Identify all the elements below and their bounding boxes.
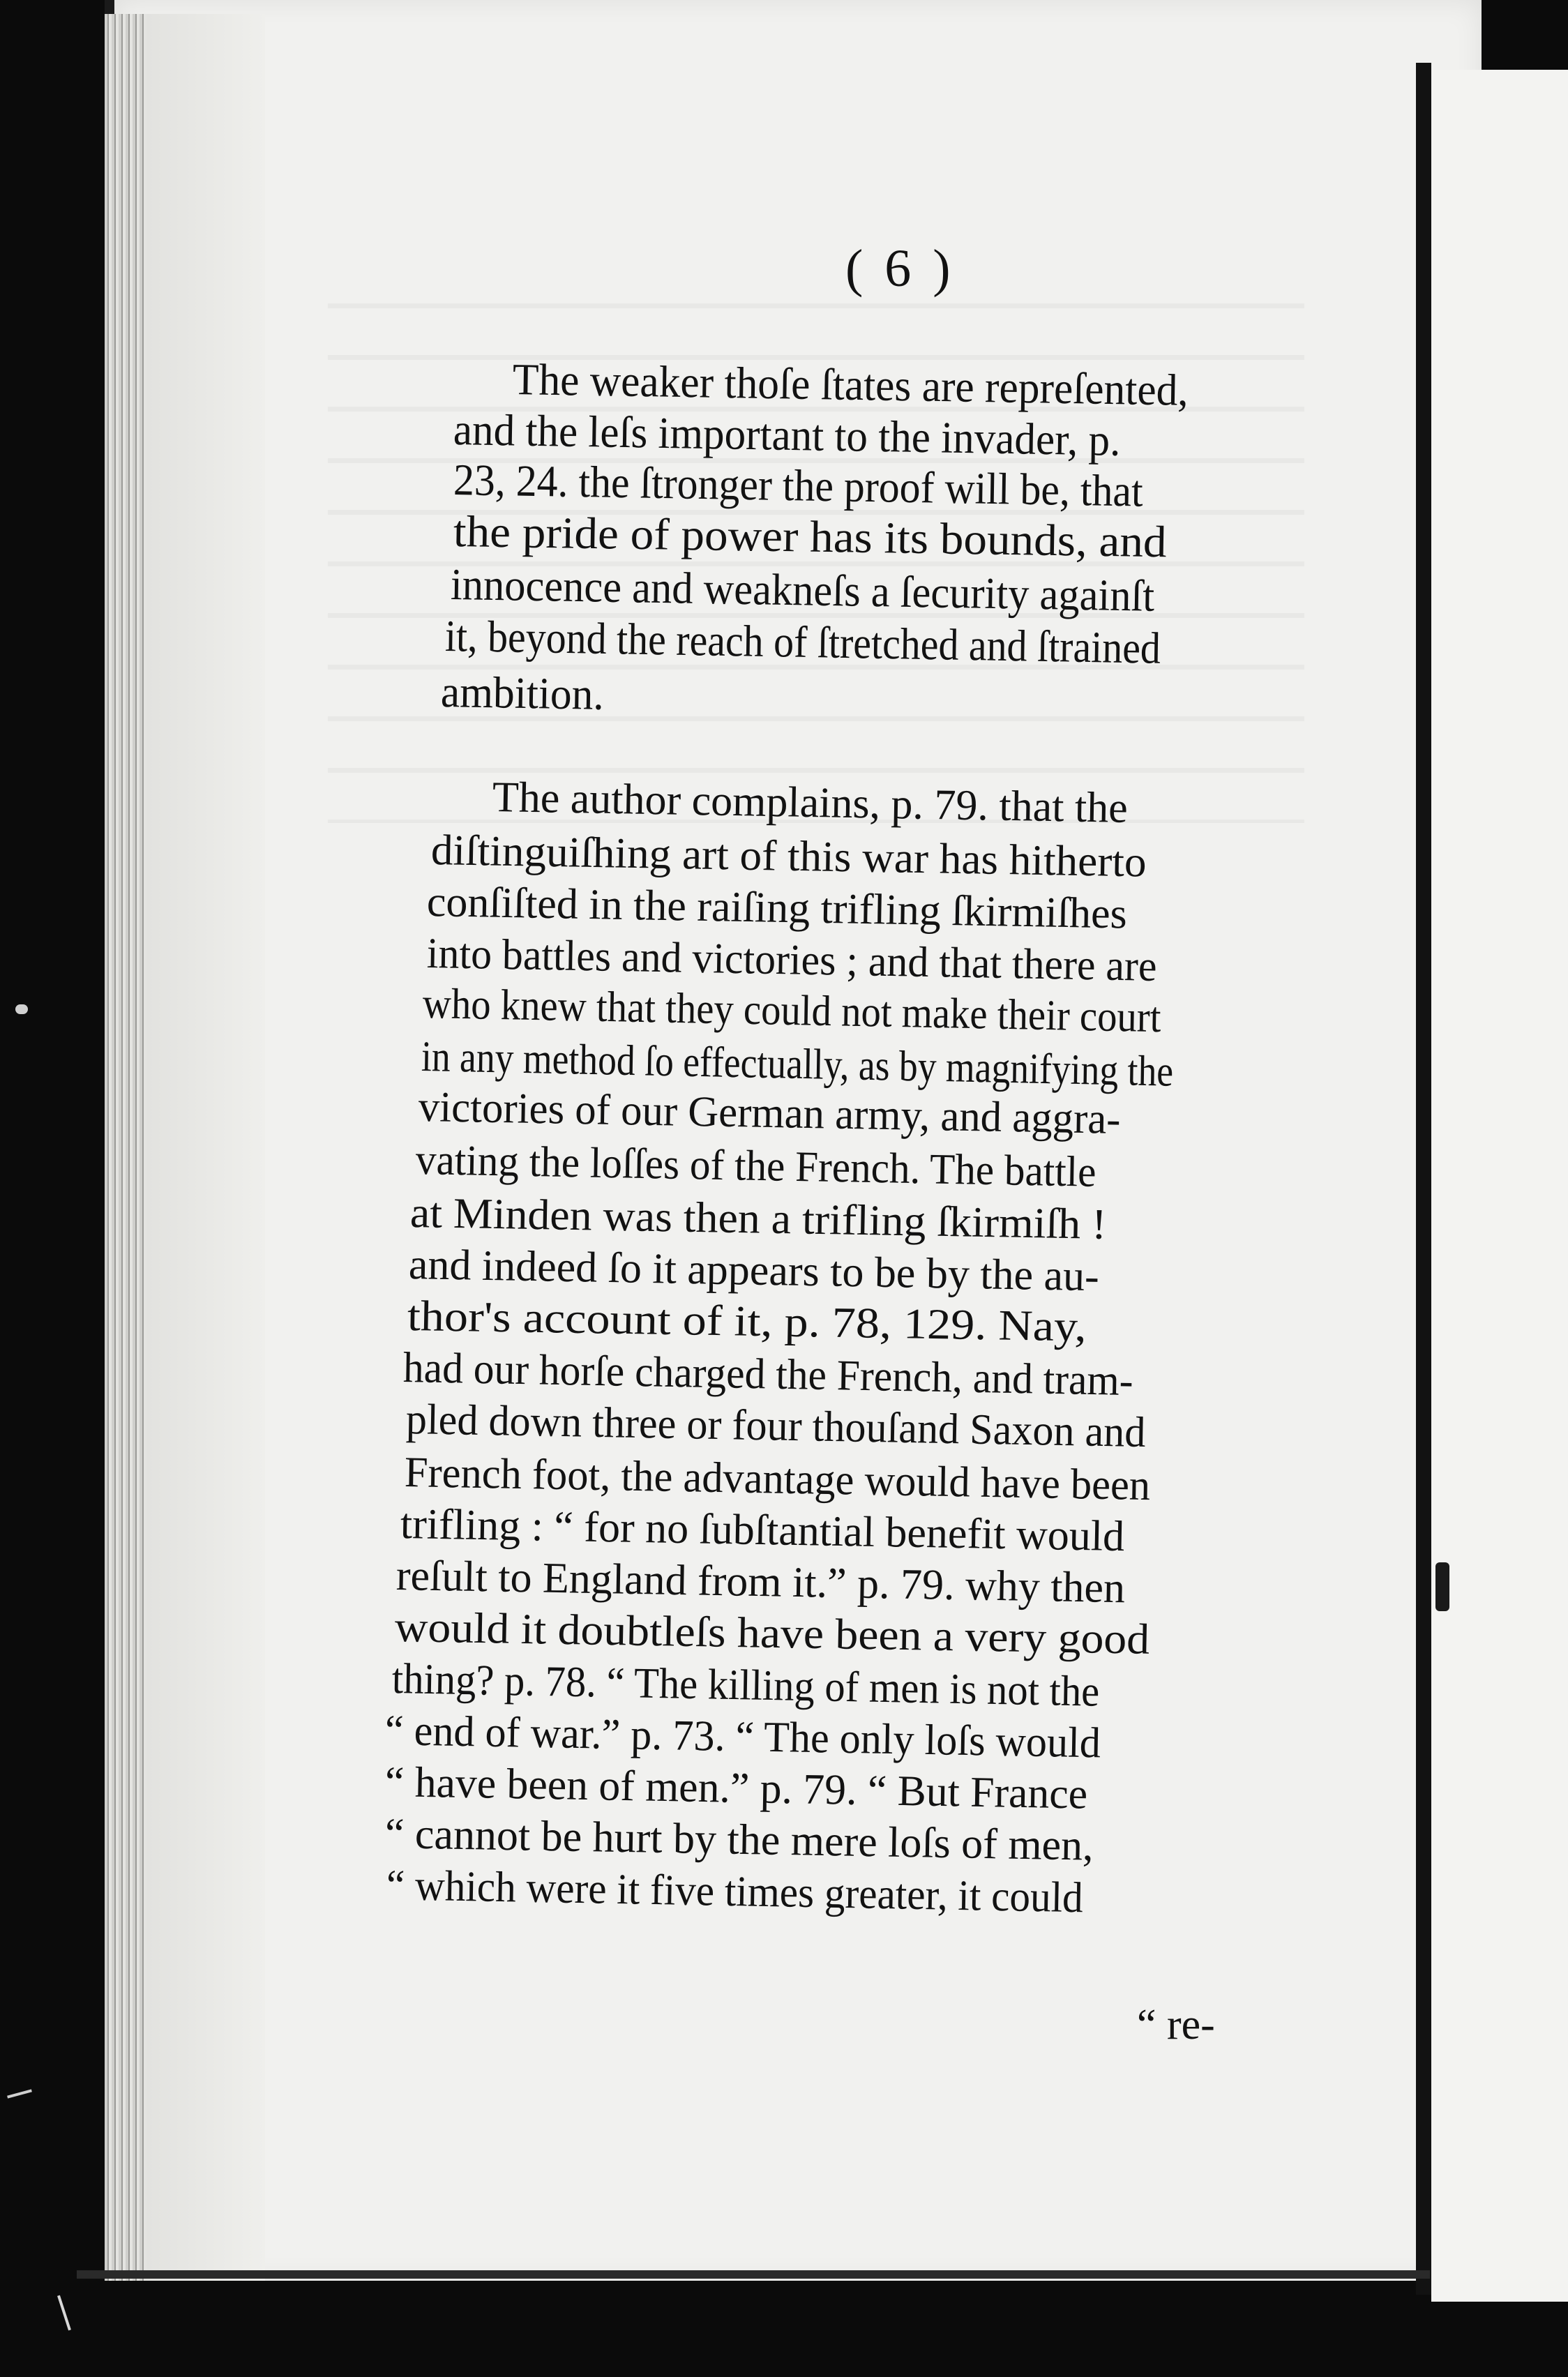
text-line: and the leſs important to the invader, p.: [453, 405, 1121, 465]
text-line: into battles and victories ; and that there are: [426, 930, 1158, 990]
text-line: conſiſted in the raiſing trifling ſkirmiſhes: [426, 878, 1128, 938]
text-line: at Minden was then a trifling ſkirmiſh !: [409, 1189, 1107, 1248]
text-line: pled down three or four thouſand Saxon and: [405, 1396, 1146, 1457]
text-line: “ have been of men.” p. 79. “ But France: [384, 1758, 1088, 1818]
text-line: thing? p. 78. “ The killing of men is not the: [391, 1655, 1100, 1716]
text-line: it, beyond the reach of ſtretched and ſtrained: [444, 611, 1161, 673]
text-line: “ cannot be hurt by the mere loſs of men,: [384, 1810, 1094, 1870]
text-line: victories of our German army, and aggra-: [418, 1083, 1122, 1143]
text-line: would it doubtleſs have been a very good: [394, 1603, 1150, 1663]
text-line: “ which were it five times greater, it could: [386, 1862, 1084, 1922]
text-line: “ end of war.” p. 73. “ The only loſs would: [384, 1707, 1101, 1767]
text-line: trifling : “ for no ſubſtantial benefit would: [400, 1500, 1125, 1561]
text-line: The weaker thoſe ſtates are repreſented,: [512, 354, 1189, 415]
page-number: ( 6 ): [845, 239, 955, 298]
text-line: who knew that they could not make their court: [422, 980, 1162, 1042]
text-line: diſtinguiſhing art of this war has hitherto: [430, 827, 1147, 886]
text-line: in any method ſo effectually, as by magnifying the: [421, 1033, 1174, 1096]
text-line: 23, 24. the ſtronger the proof will be, that: [453, 455, 1144, 516]
text-line: the pride of power has its bounds, and: [453, 506, 1168, 567]
text-line: vating the loſſes of the French. The battle: [415, 1136, 1097, 1196]
text-line: and indeed ſo it appears to be by the au-: [408, 1241, 1100, 1301]
text-line: French foot, the advantage would have been: [404, 1449, 1151, 1510]
catchword: “ re-: [1137, 2001, 1215, 2048]
text-line: innocence and weakneſs a ſecurity againſt: [450, 559, 1155, 621]
text-line: The author complains, p. 79. that the: [492, 774, 1129, 832]
text-line: thor's account of it, p. 78, 129. Nay,: [407, 1292, 1087, 1351]
text-line: had our horſe charged the French, and tram-: [402, 1344, 1134, 1405]
text-line: reſult to England from it.” p. 79. why then: [395, 1552, 1126, 1613]
text-line: ambition.: [440, 667, 605, 719]
